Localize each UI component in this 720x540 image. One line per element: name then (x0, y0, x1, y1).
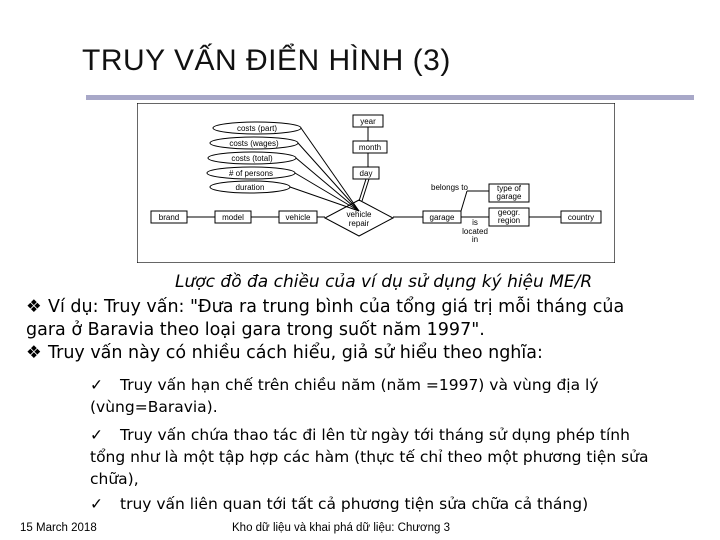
checkmark-icon: ✓ (90, 376, 103, 394)
node-num-persons: # of persons (228, 169, 274, 178)
node-costs-total: costs (total) (231, 154, 273, 163)
node-country: country (567, 213, 595, 222)
node-model: model (222, 213, 244, 222)
node-geogr-region-line1: geogr. (497, 208, 521, 217)
sub-item-3: ✓ truy vấn liên quan tới tất cả phương tiện sửa chữa cả tháng) (90, 495, 589, 513)
figure-caption: Lược đồ đa chiều của ví dụ sử dụng ký hiệu ME/R (175, 272, 593, 292)
node-type-of-garage-line2: garage (496, 192, 522, 201)
node-day: day (359, 169, 373, 178)
node-vehicle-repair-line2: repair (348, 219, 370, 228)
sub-item-2: ✓ Truy vấn chứa thao tác đi lên từ ngày tới tháng sử dụng phép tính (90, 426, 630, 444)
node-duration: duration (235, 183, 265, 192)
checkmark-icon: ✓ (90, 426, 103, 444)
diamond-bullet-icon: ❖ (26, 297, 42, 317)
diamond-bullet-icon: ❖ (26, 343, 42, 363)
node-vehicle: vehicle (285, 213, 311, 222)
sub-item-2-cont1: tổng như là một tập hợp các hàm (thực tế chỉ theo một phương tiện sửa (90, 448, 649, 466)
label-belongs-to: belongs to (431, 183, 468, 192)
footer-date: 15 March 2018 (20, 522, 97, 534)
node-vehicle-repair-line1: vehicle (346, 210, 372, 219)
label-located-line2: in (471, 235, 479, 244)
sub-item-1-cont: (vùng=Baravia). (90, 398, 218, 416)
footer-course: Kho dữ liệu và khai phá dữ liệu: Chương 3 (232, 522, 450, 534)
sub-item-1: ✓ Truy vấn hạn chế trên chiều năm (năm =1997) và vùng địa lý (90, 376, 599, 394)
bullet-example: ❖ Ví dụ: Truy vấn: "Đưa ra trung bình của tổng giá trị mỗi tháng của (26, 297, 625, 317)
node-month: month (358, 143, 382, 152)
node-costs-wages: costs (wages) (229, 139, 279, 148)
slide-title: TRUY VẤN ĐIỂN HÌNH (3) (82, 44, 451, 77)
title-divider (86, 95, 694, 100)
label-is: is (472, 218, 478, 227)
bullet-interpretation: ❖ Truy vấn này có nhiều cách hiểu, giả sử hiểu theo nghĩa: (26, 343, 543, 363)
node-brand: brand (158, 213, 180, 222)
me-r-diagram (137, 103, 615, 263)
node-geogr-region-line2: region (497, 216, 521, 225)
bullet-example-cont: gara ở Baravia theo loại gara trong suốt năm 1997". (26, 320, 485, 340)
node-costs-part: costs (part) (236, 124, 278, 133)
label-located-line1: located (462, 227, 488, 236)
node-garage: garage (429, 213, 455, 222)
node-type-of-garage-line1: type of (496, 184, 522, 193)
node-year: year (360, 117, 376, 126)
sub-item-2-cont2: chữa), (90, 470, 139, 488)
checkmark-icon: ✓ (90, 495, 103, 513)
